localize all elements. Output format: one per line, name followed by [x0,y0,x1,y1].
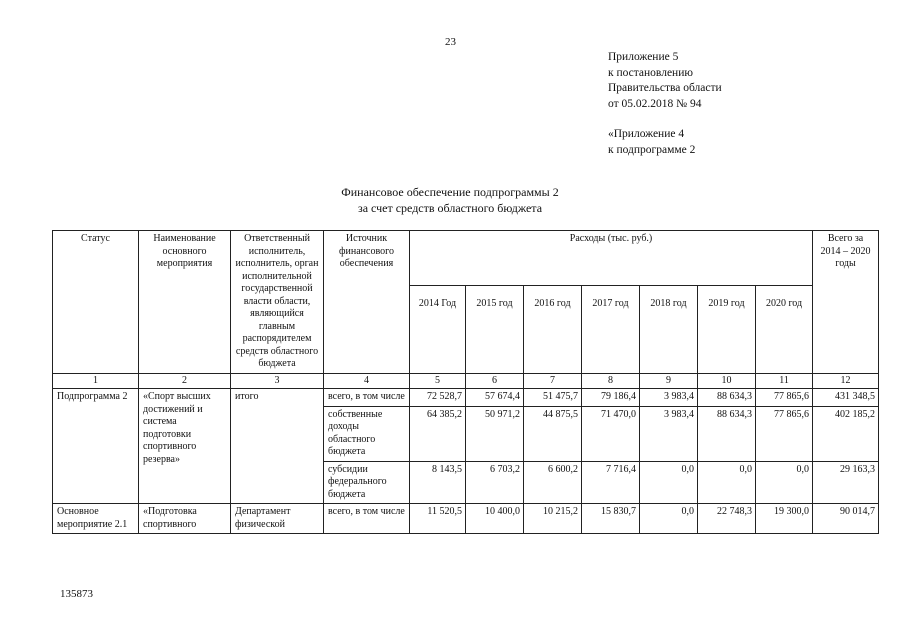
cell-total: 402 185,2 [813,406,879,461]
cell-name: «Подготовка спортивного [139,504,231,534]
title-line: за счет средств областного бюджета [357,201,543,215]
appendix-line: Правительства области [608,82,722,94]
page-number: 23 [445,36,456,48]
header-total: Всего за 2014 – 2020 годы [813,231,879,374]
header-year: 2018 год [640,286,698,373]
cell-executor: итого [231,389,324,504]
cell-value: 72 528,7 [410,389,466,407]
header-year: 2014 Год [410,286,466,373]
appendix-line: Приложение 5 [608,51,679,63]
cell-value: 77 865,6 [756,406,813,461]
document-code: 135873 [60,588,93,600]
cell-value: 7 716,4 [582,461,640,504]
column-number: 6 [466,373,524,389]
cell-source: собственные доходы областного бюджета [324,406,410,461]
cell-source: всего, в том числе [324,504,410,534]
header-executor: Ответственный исполнитель, исполнитель, орган исполнительной государственной власти области, являющийся главным распорядителем средств областного бюджета [231,231,324,374]
column-number: 12 [813,373,879,389]
cell-value: 8 143,5 [410,461,466,504]
cell-value: 11 520,5 [410,504,466,534]
appendix-line: к постановлению [608,66,693,79]
cell-value: 10 215,2 [524,504,582,534]
cell-status: Подпрограмма 2 [53,389,139,504]
cell-source: всего, в том числе [324,389,410,407]
finance-table [52,230,879,534]
header-source: Источник финансового обеспечения [324,231,410,374]
appendix-ref-line: к подпрограмме 2 [608,143,696,156]
header-expenses: Расходы (тыс. руб.) [410,231,813,286]
column-number: 1 [53,373,139,389]
cell-value: 10 400,0 [466,504,524,534]
cell-total: 29 163,3 [813,461,879,504]
header-year: 2016 год [524,286,582,373]
cell-total: 90 014,7 [813,504,879,534]
cell-value: 88 634,3 [698,389,756,407]
column-number-row [53,373,879,389]
header-status: Статус [53,231,139,374]
table-row [53,389,879,407]
cell-value: 50 971,2 [466,406,524,461]
appendix-line: от 05.02.2018 № 94 [608,97,702,110]
cell-executor: Департамент физической [231,504,324,534]
column-number: 7 [524,373,582,389]
header-year: 2017 год [582,286,640,373]
cell-value: 0,0 [640,461,698,504]
column-number: 4 [324,373,410,389]
cell-status: Основное мероприятие 2.1 [53,504,139,534]
cell-value: 3 983,4 [640,406,698,461]
column-number: 8 [582,373,640,389]
cell-value: 51 475,7 [524,389,582,407]
header-year: 2019 год [698,286,756,373]
cell-value: 88 634,3 [698,406,756,461]
cell-source: субсидии федерального бюджета [324,461,410,504]
title-line: Финансовое обеспечение подпрограммы 2 [341,185,559,199]
cell-value: 6 600,2 [524,461,582,504]
cell-total: 431 348,5 [813,389,879,407]
cell-value: 0,0 [756,461,813,504]
cell-value: 19 300,0 [756,504,813,534]
column-number: 11 [756,373,813,389]
header-year: 2020 год [756,286,813,373]
cell-value: 15 830,7 [582,504,640,534]
table-header-row [53,231,879,286]
cell-value: 0,0 [640,504,698,534]
document-title [250,184,650,216]
header-name: Наименование основного мероприятия [139,231,231,374]
cell-value: 44 875,5 [524,406,582,461]
appendix-block [608,50,722,158]
column-number: 3 [231,373,324,389]
column-number: 9 [640,373,698,389]
cell-value: 57 674,4 [466,389,524,407]
cell-value: 6 703,2 [466,461,524,504]
column-number: 5 [410,373,466,389]
cell-value: 77 865,6 [756,389,813,407]
cell-value: 71 470,0 [582,406,640,461]
cell-value: 0,0 [698,461,756,504]
cell-value: 64 385,2 [410,406,466,461]
cell-value: 3 983,4 [640,389,698,407]
column-number: 2 [139,373,231,389]
table-row [53,504,879,534]
column-number: 10 [698,373,756,389]
cell-value: 79 186,4 [582,389,640,407]
cell-name: «Спорт высших достижений и система подготовки спортивного резерва» [139,389,231,504]
header-year: 2015 год [466,286,524,373]
appendix-ref-line: «Приложение 4 [608,128,685,140]
cell-value: 22 748,3 [698,504,756,534]
